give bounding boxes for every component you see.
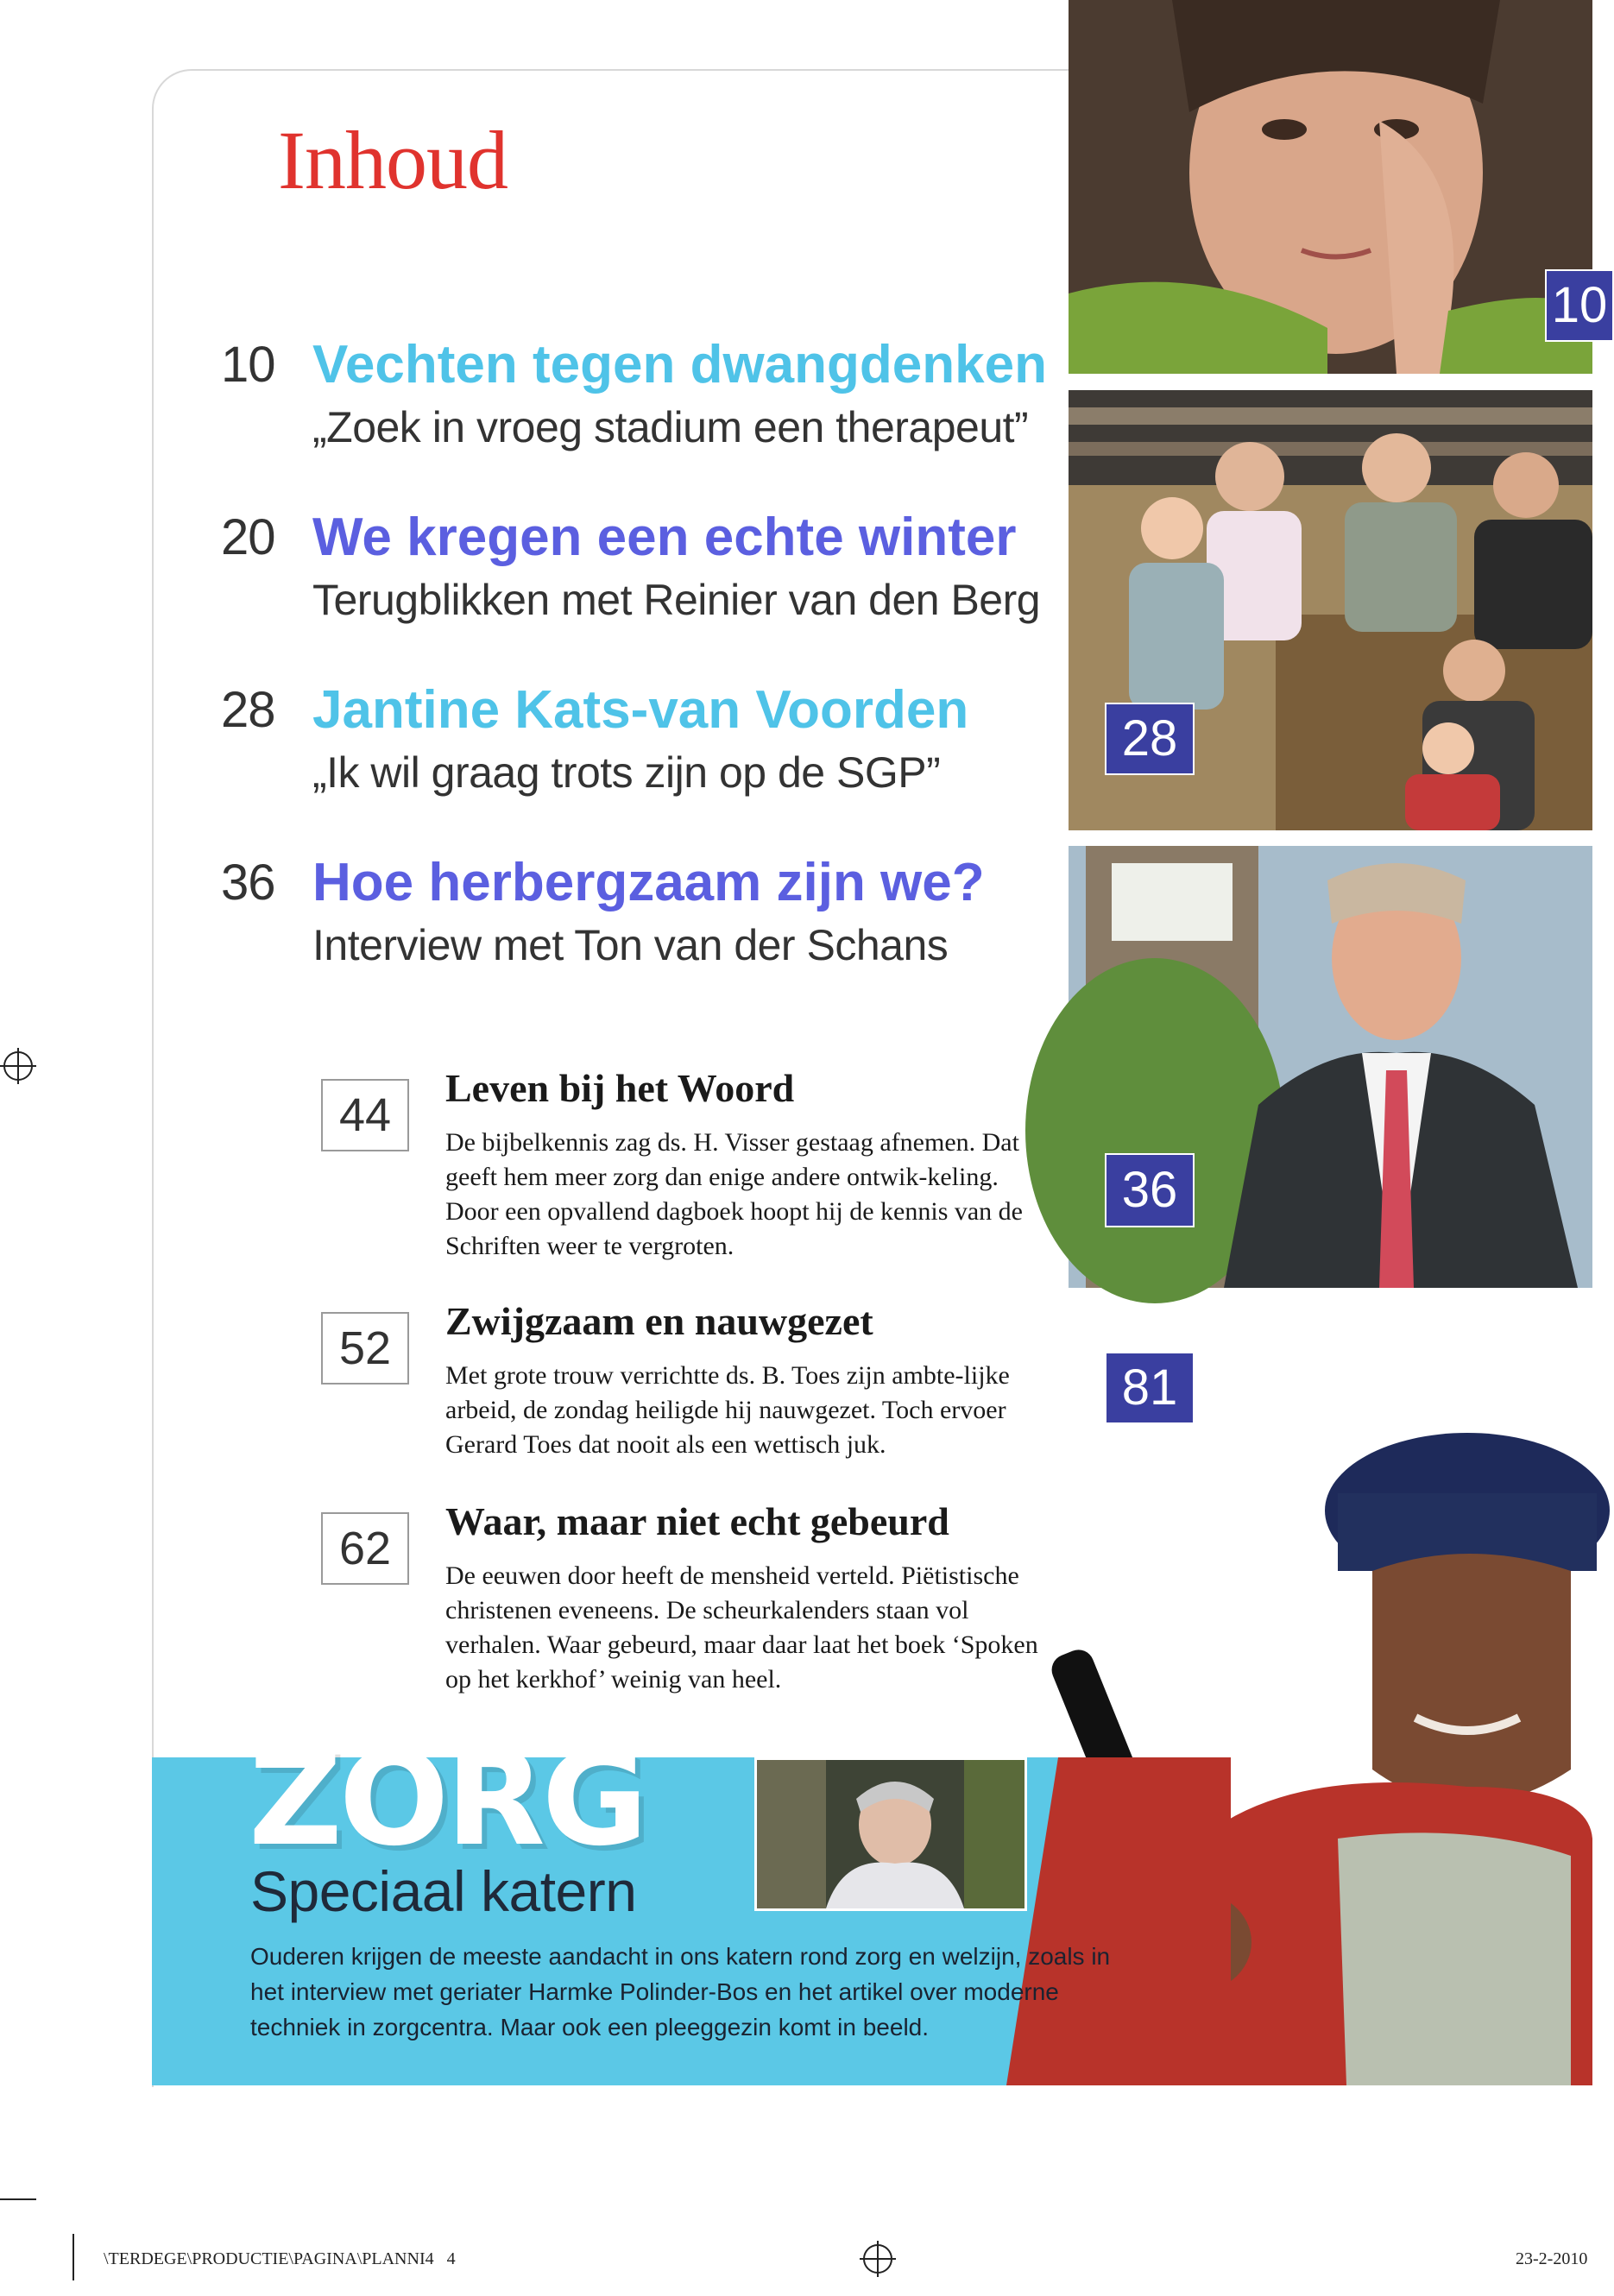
entry-subtitle: Terugblikken met Reinier van den Berg bbox=[312, 576, 1041, 624]
zorg-inset-photo bbox=[754, 1757, 1027, 1911]
entry-headline: Jantine Kats-van Voorden bbox=[312, 680, 969, 740]
entry-headline: Waar, maar niet echt gebeurd bbox=[445, 1499, 949, 1543]
page-badge: 28 bbox=[1105, 703, 1195, 775]
zorg-description: Ouderen krijgen de meeste aandacht in ons katern rond zorg en welzijn, zoals in het interview met geriater Harmke Polinder-Bos en het artikel over moderne techniek in zorgcentra. Maar ook een pleeggezin komt in beeld. bbox=[250, 1943, 1111, 2041]
entry-headline: Leven bij het Woord bbox=[445, 1066, 795, 1110]
entry-headline: We kregen een echte winter bbox=[312, 508, 1017, 567]
page-title: Inhoud bbox=[278, 114, 508, 206]
page-number: 10 bbox=[221, 337, 275, 393]
photo-woman bbox=[1069, 0, 1608, 374]
entry-headline: Vechten tegen dwangdenken bbox=[312, 335, 1047, 394]
page-number: 36 bbox=[221, 855, 275, 911]
page-number-box: 44 bbox=[321, 1079, 409, 1151]
crop-mark bbox=[73, 2234, 74, 2280]
photo-man-suit bbox=[1069, 846, 1592, 1288]
page-badge: 81 bbox=[1105, 1352, 1195, 1424]
entry-subtitle: „Zoek in vroeg stadium een therapeut” bbox=[312, 403, 1029, 451]
footer-slug bbox=[104, 2249, 456, 2269]
page-number: 28 bbox=[221, 682, 275, 738]
zorg-subtitle: Speciaal katern bbox=[250, 1859, 637, 1923]
footer-path: \TERDEGE\PRODUCTIE\PAGINA\PLANNI4 bbox=[104, 2249, 434, 2268]
entry-summary: Met grote trouw verrichtte ds. B. Toes zijn ambte-lijke arbeid, de zondag heiligde hij nauwgezet. Toch ervoer Gerard Toes dat nooit als een wettisch juk. bbox=[445, 1361, 1010, 1459]
entry-subtitle: Interview met Ton van der Schans bbox=[312, 921, 949, 969]
page-number-box: 62 bbox=[321, 1512, 409, 1585]
zorg-title: ZORG bbox=[249, 1725, 645, 1875]
registration-mark-icon bbox=[3, 1051, 33, 1081]
entry-summary: De eeuwen door heeft de mensheid verteld. Piëtistische christenen eveneens. De scheurkalenders staan vol verhalen. Waar gebeurd, maar daar laat het boek ‘Spoken op het kerkhof’ weinig van heel. bbox=[445, 1561, 1038, 1694]
entry-summary: De bijbelkennis zag ds. H. Visser gestaag afnemen. Dat geeft hem meer zorg dan enige andere ontwik-keling. Door een opvallend dagboek hoopt hij de kennis van de Schriften weer te vergroten. bbox=[445, 1128, 1023, 1260]
footer-date: 23-2-2010 bbox=[1516, 2249, 1588, 2268]
registration-mark-icon bbox=[863, 2244, 892, 2274]
crop-mark bbox=[0, 2198, 36, 2200]
page-number-box: 52 bbox=[321, 1312, 409, 1385]
page-number: 20 bbox=[221, 509, 275, 565]
page-badge: 36 bbox=[1105, 1153, 1195, 1227]
photo-woman-illustration bbox=[1069, 0, 1592, 374]
footer-page: 4 bbox=[446, 2249, 456, 2268]
entry-subtitle: „Ik wil graag trots zijn op de SGP” bbox=[312, 748, 941, 797]
zorg-inset-illustration bbox=[757, 1760, 1025, 1908]
entry-headline: Hoe herbergzaam zijn we? bbox=[312, 853, 985, 912]
photo-family bbox=[1069, 390, 1592, 830]
page-badge: 10 bbox=[1545, 269, 1614, 342]
entry-headline: Zwijgzaam en nauwgezet bbox=[445, 1299, 873, 1343]
